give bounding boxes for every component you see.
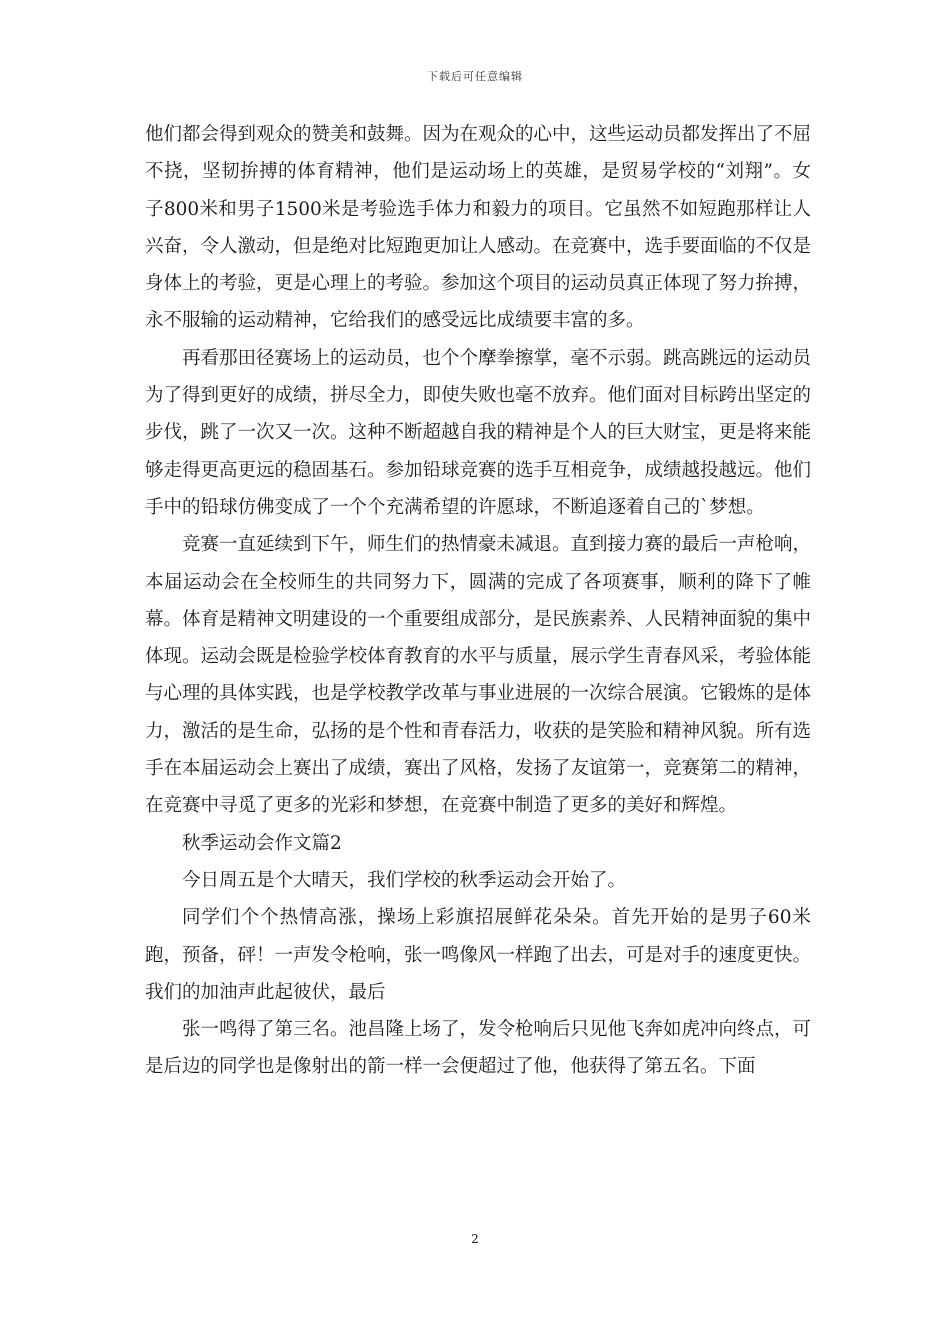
document-body: [145, 116, 811, 1086]
paragraph: 同学们个个热情高涨，操场上彩旗招展鲜花朵朵。首先开始的是男子60米跑，预备，砰！一声发令枪响，张一鸣像风一样跑了出去，可是对手的速度更快。我们的加油声此起彼伏，最后: [145, 907, 812, 1003]
header-note: 下载后可任意编辑: [427, 70, 523, 83]
paragraph: 竞赛一直延续到下午，师生们的热情豪未减退。直到接力赛的最后一声枪响，本届运动会在全校师生的共同努力下，圆满的完成了各项赛事，顺利的降下了帷幕。体育是精神文明建设的一个重要组成部分，是民族素养、人民精神面貌的集中体现。运动会既是检验学校体育教育的水平与质量，展示学生青春风采，考验体能与心理的具体实践，也是学校教学改革与事业进展的一次综合展演。它锻炼的是体力，激活的是生命，弘扬的是个性和青春活力，收获的是笑脸和精神风貌。所有选手在本届运动会上赛出了成绩，赛出了风格，发扬了友谊第一，竞赛第二的精神，在竞赛中寻觅了更多的光彩和梦想，在竞赛中制造了更多的美好和辉煌。: [145, 534, 812, 817]
paragraph: 再看那田径赛场上的运动员，也个个摩拳擦掌，毫不示弱。跳高跳远的运动员为了得到更好的成绩，拼尽全力，即使失败也毫不放弃。他们面对目标跨出坚定的步伐，跳了一次又一次。这种不断超越自我的精神是个人的巨大财宝，更是将来能够走得更高更远的稳固基石。参加铅球竞赛的选手互相竞争，成绩越投越远。他们手中的铅球仿佛变成了一个个充满希望的许愿球，不断追逐着自己的`梦想。: [145, 347, 812, 518]
paragraph: 张一鸣得了第三名。池昌隆上场了，发令枪响后只见他飞奔如虎冲向终点，可是后边的同学也是像射出的箭一样一会便超过了他，他获得了第五名。下面: [145, 1019, 812, 1078]
section-heading: 秋季运动会作文篇2: [182, 832, 342, 854]
page-number: 2: [471, 1232, 479, 1246]
paragraph: 今日周五是个大晴天，我们学校的秋季运动会开始了。: [182, 869, 627, 891]
paragraph: 他们都会得到观众的赞美和鼓舞。因为在观众的心中，这些运动员都发挥出了不屈不挠，坚韧拚搏的体育精神，他们是运动场上的英雄，是贸易学校的“刘翔”。女子800米和男子1500米是考验选手体力和毅力的项目。它虽然不如短跑那样让人兴奋，令人激动，但是绝对比短跑更加让人感动。在竞赛中，选手要面临的不仅是身体上的考验，更是心理上的考验。参加这个项目的运动员真正体现了努力拚搏，永不服输的运动精神，它给我们的感受远比成绩要丰富的多。: [145, 124, 812, 332]
